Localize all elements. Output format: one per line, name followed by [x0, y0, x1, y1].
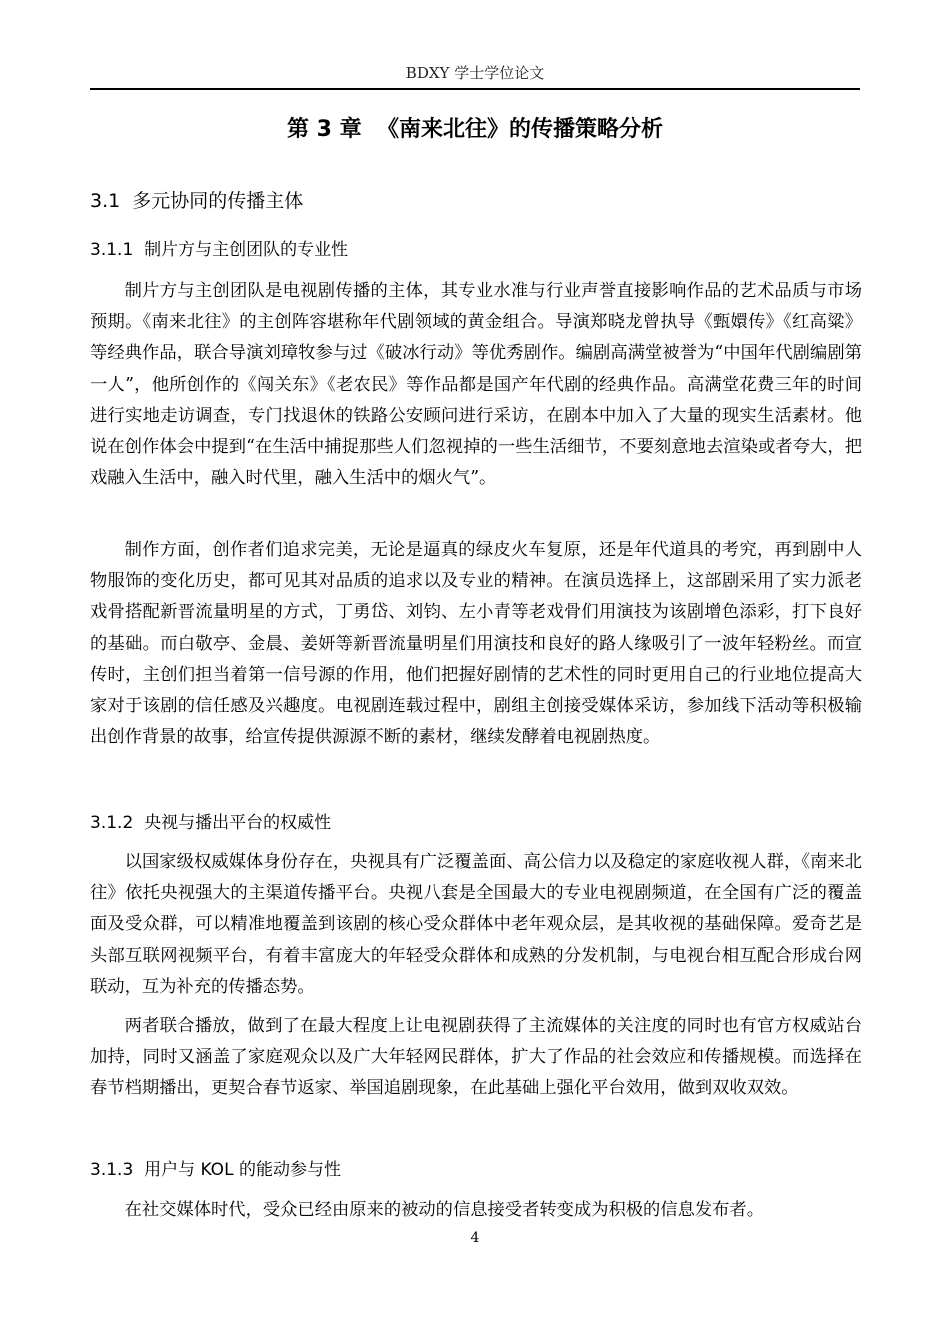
paragraph-3-1-1-a: 制片方与主创团队是电视剧传播的主体，其专业水准与行业声誉直接影响作品的艺术品质与市场预期。《南来北往》的主创阵容堪称年代剧领域的黄金组合。导演郑晓龙曾执导《甄嬛传》《红高粱》等经典作品，联合导演刘璋牧参与过《破冰行动》等优秀剧作。编剧高满堂被誉为“中国年代剧编剧第一人”，他所创作的《闯关东》《老农民》等作品都是国产年代剧的经典作品。高满堂花费三年的时间进行实地走访调查，专门找退休的铁路公安顾问进行采访，在剧本中加入了大量的现实生活素材。他说在创作体会中提到“在生活中捕捉那些人们忽视掉的一些生活细节，不要刻意地去渲染或者夸大，把戏融入生活中，融入时代里，融入生活中的烟火气”。	[90, 281, 862, 489]
subsection-heading-3-1-3: 3.1.3 用户与 KOL 的能动参与性	[90, 1160, 341, 1180]
running-header: BDXY 学士学位论文	[405, 64, 545, 82]
page-number: 4	[470, 1230, 480, 1246]
chapter-title: 第 3 章 《南来北往》的传播策略分析	[287, 117, 663, 142]
subsection-heading-3-1-2: 3.1.2 央视与播出平台的权威性	[90, 813, 332, 833]
subsection-heading-3-1-1: 3.1.1 制片方与主创团队的专业性	[90, 240, 349, 260]
header-rule	[90, 88, 860, 90]
paragraph-3-1-1-b: 制作方面，创作者们追求完美，无论是逼真的绿皮火车复原，还是年代道具的考究，再到剧中人物服饰的变化历史，都可见其对品质的追求以及专业的精神。在演员选择上，这部剧采用了实力派老戏骨搭配新晋流量明星的方式，丁勇岱、刘钧、左小青等老戏骨们用演技为该剧增色添彩，打下良好的基础。而白敬亭、金晨、姜妍等新晋流量明星们用演技和良好的路人缘吸引了一波年轻粉丝。而宣传时，主创们担当着第一信号源的作用，他们把握好剧情的艺术性的同时更用自己的行业地位提高大家对于该剧的信任感及兴趣度。电视剧连载过程中，剧组主创接受媒体采访，参加线下活动等积极输出创作背景的故事，给宣传提供源源不断的素材，继续发酵着电视剧热度。	[90, 540, 862, 748]
paragraph-3-1-2-a: 以国家级权威媒体身份存在，央视具有广泛覆盖面、高公信力以及稳定的家庭收视人群，《南来北往》依托央视强大的主渠道传播平台。央视八套是全国最大的专业电视剧频道，在全国有广泛的覆盖面及受众群，可以精准地覆盖到该剧的核心受众群体中老年观众层，是其收视的基础保障。爱奇艺是头部互联网视频平台，有着丰富庞大的年轻受众群体和成熟的分发机制，与电视台相互配合形成台网联动，互为补充的传播态势。	[90, 852, 862, 997]
paragraph-3-1-2-b: 两者联合播放，做到了在最大程度上让电视剧获得了主流媒体的关注度的同时也有官方权威站台加持，同时又涵盖了家庭观众以及广大年轻网民群体，扩大了作品的社会效应和传播规模。而选择在春节档期播出，更契合春节返家、举国追剧现象，在此基础上强化平台效用，做到双收双效。	[90, 1016, 862, 1099]
section-heading-3-1: 3.1 多元协同的传播主体	[90, 190, 304, 212]
paragraph-3-1-3-a: 在社交媒体时代，受众已经由原来的被动的信息接受者转变成为积极的信息发布者。	[124, 1200, 765, 1220]
